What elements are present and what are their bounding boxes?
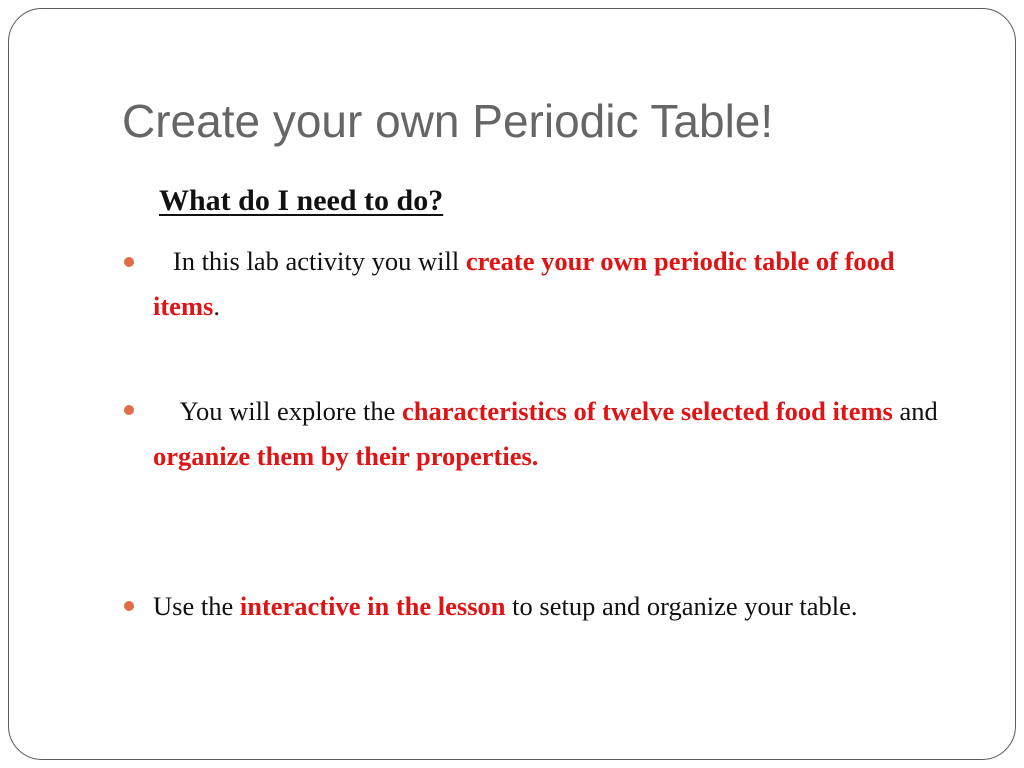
bullet-highlight-text-2: organize them by their properties.	[153, 441, 539, 471]
bullet-mid-text: and	[892, 396, 945, 426]
bullet-highlight-text: characteristics of twelve selected food items	[402, 396, 893, 426]
bullet-dot-icon	[124, 601, 134, 611]
bullet-lead-text: In this lab activity you will	[153, 246, 466, 276]
bullet-dot-icon	[124, 405, 134, 415]
bullet-text	[153, 389, 953, 479]
bullet-tail-text: to setup and organize your table.	[505, 591, 858, 621]
slide-title: Create your own Periodic Table!	[122, 95, 774, 147]
bullet-tail-text: .	[213, 291, 220, 321]
slide-frame	[8, 8, 1016, 760]
bullet-highlight-text: interactive in the lesson	[239, 591, 506, 621]
bullet-lead-text: Use the	[153, 591, 240, 621]
bullet-text	[153, 239, 953, 329]
bullet-highlight-text: create your own periodic table of food items	[153, 246, 902, 321]
slide-subheading: What do I need to do?	[159, 184, 444, 217]
bullet-text	[153, 584, 953, 629]
bullet-lead-text: You will explore the	[153, 396, 403, 426]
bullet-dot-icon	[124, 257, 134, 267]
